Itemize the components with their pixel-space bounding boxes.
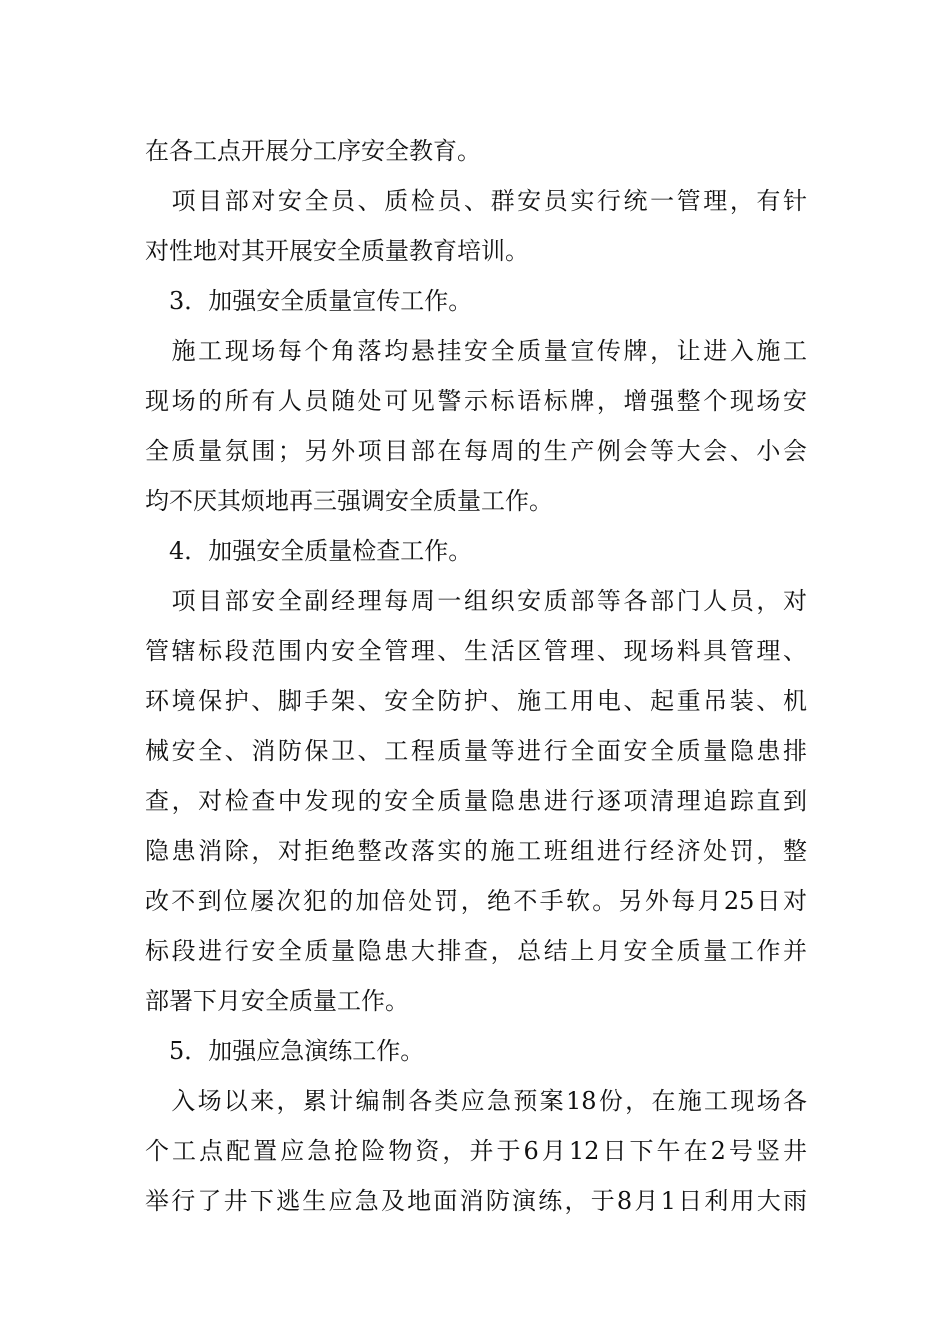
text-line: 查，对检查中发现的安全质量隐患进行逐项清理追踪直到: [145, 787, 807, 815]
text-line: 全质量氛围；另外项目部在每周的生产例会等大会、小会: [145, 437, 807, 465]
text-line: 在各工点开展分工序安全教育。: [145, 137, 481, 165]
text-line: 均不厌其烦地再三强调安全质量工作。: [145, 487, 553, 515]
text-line: 入场以来，累计编制各类应急预案18份，在施工现场各: [145, 1087, 807, 1115]
text-line: 隐患消除，对拒绝整改落实的施工班组进行经济处罚，整: [145, 837, 807, 865]
text-line: 个工点配置应急抢险物资，并于6月12日下午在2号竖井: [145, 1137, 807, 1165]
text-line: 现场的所有人员随处可见警示标语标牌，增强整个现场安: [145, 387, 807, 415]
section-heading: 4．加强安全质量检查工作。: [145, 537, 473, 565]
text-line: 标段进行安全质量隐患大排查，总结上月安全质量工作并: [145, 937, 807, 965]
text-line: 对性地对其开展安全质量教育培训。: [145, 237, 529, 265]
text-line: 举行了井下逃生应急及地面消防演练，于8月1日利用大雨: [145, 1187, 807, 1215]
text-line: 项目部对安全员、质检员、群安员实行统一管理，有针: [145, 187, 807, 215]
text-line: 管辖标段范围内安全管理、生活区管理、现场料具管理、: [145, 637, 807, 665]
text-line: 械安全、消防保卫、工程质量等进行全面安全质量隐患排: [145, 737, 807, 765]
text-line: 环境保护、脚手架、安全防护、施工用电、起重吊装、机: [145, 687, 807, 715]
text-line: 部署下月安全质量工作。: [145, 987, 409, 1015]
text-line: 改不到位屡次犯的加倍处罚，绝不手软。另外每月25日对: [145, 887, 807, 915]
section-heading: 3．加强安全质量宣传工作。: [145, 287, 473, 315]
text-line: 项目部安全副经理每周一组织安质部等各部门人员，对: [145, 587, 807, 615]
section-heading: 5．加强应急演练工作。: [145, 1037, 425, 1065]
text-line: 施工现场每个角落均悬挂安全质量宣传牌，让进入施工: [145, 337, 807, 365]
